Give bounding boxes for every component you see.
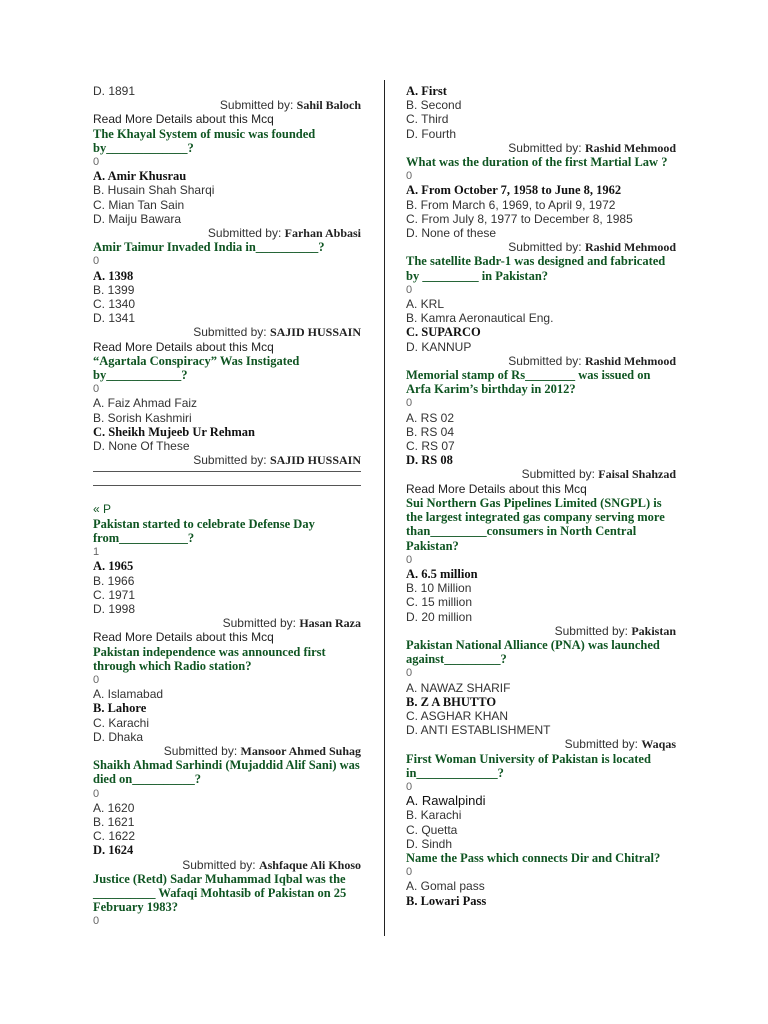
- correct-option: C. SUPARCO: [406, 325, 481, 340]
- answer-option: B. Karachi: [406, 808, 462, 823]
- column-divider: [384, 80, 385, 936]
- correct-option: D. 1624: [93, 843, 134, 858]
- answer-option: C. 1622: [93, 829, 136, 844]
- submitter-name: Rashid Mehmood: [584, 140, 676, 155]
- answer-option: B. 1621: [93, 814, 135, 829]
- submitted-by-label: Submitted by:: [521, 467, 595, 482]
- answer-option: D. Dhaka: [93, 729, 144, 744]
- submitted-by-label: Submitted by:: [182, 857, 256, 872]
- question-text: Name the Pass which connects Dir and Chitral?: [406, 850, 661, 865]
- answer-option: B. From March 6, 1969, to April 9, 1972: [406, 197, 616, 212]
- answer-option: D. ANTI ESTABLISHMENT: [406, 723, 551, 738]
- correct-option: A. 6.5 million: [406, 566, 478, 581]
- answer-count: 0: [93, 787, 100, 800]
- submitted-by: [93, 858, 361, 872]
- submitted-by: [93, 744, 361, 758]
- submitter-name: Mansoor Ahmed Suhag: [240, 743, 361, 758]
- answer-option: B. 10 Million: [406, 581, 472, 596]
- submitted-by: [406, 354, 676, 368]
- answer-option: B. 1966: [93, 573, 135, 588]
- answer-count: 0: [93, 255, 100, 268]
- submitter-name: Ashfaque Ali Khoso: [258, 857, 361, 872]
- answer-option: C. Karachi: [93, 715, 150, 730]
- answer-option: D. None of these: [406, 226, 497, 241]
- submitted-by: [93, 226, 361, 240]
- answer-option: D. Fourth: [406, 126, 457, 141]
- submitted-by: [406, 141, 676, 155]
- correct-option: B. Lahore: [93, 701, 147, 716]
- separator-line: [93, 471, 361, 472]
- answer-option: C. Third: [406, 112, 449, 127]
- answer-option: A. NAWAZ SHARIF: [406, 680, 511, 695]
- question-text: Pakistan independence was announced first through which Radio station?: [93, 644, 326, 673]
- submitted-by: [93, 98, 361, 112]
- correct-option: A. Amir Khusrau: [93, 169, 187, 184]
- submitted-by-label: Submitted by:: [193, 325, 267, 340]
- answer-option: C. 1340: [93, 297, 136, 312]
- submitted-by-label: Submitted by:: [564, 737, 638, 752]
- submitted-by-label: Submitted by:: [508, 240, 582, 255]
- submitter-name: SAJID HUSSAIN: [269, 453, 361, 468]
- submitter-name: Pakistan: [631, 623, 676, 638]
- answer-option: C. 15 million: [406, 595, 473, 610]
- correct-option: A. Rawalpindi: [406, 793, 486, 809]
- answer-option: C. Mian Tan Sain: [93, 197, 185, 212]
- answer-option: A. Islamabad: [93, 687, 164, 702]
- submitted-by-label: Submitted by:: [219, 98, 294, 113]
- answer-option: D. 1341: [93, 311, 136, 326]
- answer-count: 0: [406, 780, 413, 793]
- correct-option: C. Sheikh Mujeeb Ur Rehman: [93, 424, 255, 439]
- answer-count: 0: [406, 667, 413, 680]
- submitter-name: SAJID HUSSAIN: [269, 325, 361, 340]
- correct-option: D. RS 08: [406, 453, 453, 468]
- answer-count: 0: [406, 283, 413, 296]
- question-text: Pakistan started to celebrate Defense Day from___________?: [93, 516, 315, 545]
- question-text: Sui Northern Gas Pipelines Limited (SNGPL) is the largest integrated gas company serving more than_________consumers in North Central Pakistan?: [406, 495, 665, 553]
- answer-option: A. Gomal pass: [406, 879, 485, 894]
- read-more-link[interactable]: Read More Details about this Mcq: [406, 481, 587, 496]
- answer-option: A. 1620: [93, 800, 135, 815]
- answer-option: A. RS 02: [406, 410, 455, 425]
- separator-line: [93, 485, 361, 486]
- correct-option: A. 1965: [93, 559, 134, 574]
- answer-option: B. Second: [406, 98, 462, 113]
- prev-page-link[interactable]: « P: [93, 502, 112, 517]
- submitter-name: Hasan Raza: [299, 616, 361, 631]
- answer-option: D. Maiju Bawara: [93, 211, 182, 226]
- answer-option: B. 1399: [93, 282, 135, 297]
- submitted-by-label: Submitted by:: [508, 140, 582, 155]
- correct-option: A. First: [406, 84, 447, 98]
- read-more-link[interactable]: Read More Details about this Mcq: [93, 339, 274, 354]
- read-more-link[interactable]: Read More Details about this Mcq: [93, 630, 274, 645]
- answer-option: C. ASGHAR KHAN: [406, 708, 509, 723]
- read-more-link[interactable]: Read More Details about this Mcq: [93, 112, 274, 127]
- answer-option: C. 1971: [93, 587, 136, 602]
- question-text: Pakistan National Alliance (PNA) was launched against_________?: [406, 637, 660, 667]
- answer-option: C. From July 8, 1977 to December 8, 1985: [406, 211, 633, 226]
- submitted-by-label: Submitted by:: [163, 743, 238, 758]
- answer-count: 0: [93, 673, 100, 686]
- answer-count: 0: [93, 915, 100, 928]
- answer-option: B. Sorish Kashmiri: [93, 410, 192, 425]
- answer-option: D. 20 million: [406, 609, 473, 624]
- answer-option: D. 1891: [93, 84, 136, 98]
- question-text: Amir Taimur Invaded India in__________?: [93, 240, 325, 255]
- answer-count: 0: [406, 866, 413, 879]
- question-text: Memorial stamp of Rs________ was issued on Arfa Karim’s birthday in 2012?: [406, 368, 651, 397]
- answer-option: A. Faiz Ahmad Faiz: [93, 396, 198, 411]
- answer-count: 0: [406, 397, 413, 410]
- submitted-by: [93, 616, 361, 630]
- answer-option: C. Quetta: [406, 822, 458, 837]
- answer-option: B. Husain Shah Sharqi: [93, 183, 215, 198]
- submitted-by: [406, 737, 676, 751]
- question-text: First Woman University of Pakistan is located in_____________?: [406, 751, 651, 780]
- submitted-by: [406, 624, 676, 638]
- answer-count: 0: [406, 170, 413, 183]
- right-column: [406, 84, 676, 908]
- submitted-by: [406, 240, 676, 254]
- submitted-by-label: Submitted by:: [193, 453, 267, 468]
- answer-option: D. None Of These: [93, 439, 190, 454]
- left-column: [93, 84, 361, 929]
- answer-count: 0: [93, 383, 100, 396]
- answer-option: B. RS 04: [406, 424, 455, 439]
- submitter-name: Faisal Shahzad: [598, 467, 676, 482]
- answer-count: 1: [93, 546, 100, 559]
- question-text: What was the duration of the first Martial Law ?: [406, 155, 668, 170]
- answer-option: B. Kamra Aeronautical Eng.: [406, 311, 554, 326]
- question-text: “Agartala Conspiracy” Was Instigated by____________?: [93, 353, 300, 383]
- answer-option: D. KANNUP: [406, 339, 472, 354]
- submitted-by: [406, 467, 676, 481]
- submitter-name: Rashid Mehmood: [584, 353, 676, 368]
- answer-count: 0: [93, 156, 100, 169]
- submitter-name: Farhan Abbasi: [284, 226, 361, 241]
- submitted-by-label: Submitted by:: [207, 226, 282, 241]
- answer-option: D. Sindh: [406, 836, 453, 851]
- question-text: The Khayal System of music was founded by_____________?: [93, 126, 316, 155]
- answer-option: D. 1998: [93, 601, 136, 616]
- correct-option: A. From October 7, 1958 to June 8, 1962: [406, 183, 622, 198]
- answer-count: 0: [406, 553, 413, 566]
- submitted-by-label: Submitted by:: [508, 353, 582, 368]
- submitter-name: Sahil Baloch: [296, 98, 361, 113]
- question-text: The satellite Badr-1 was designed and fabricated by _________ in Pakistan?: [406, 254, 666, 283]
- submitter-name: Waqas: [641, 737, 676, 752]
- correct-option: B. Lowari Pass: [406, 893, 487, 908]
- answer-option: C. RS 07: [406, 439, 455, 454]
- submitted-by: [93, 325, 361, 339]
- submitted-by-label: Submitted by:: [554, 623, 628, 638]
- correct-option: A. 1398: [93, 268, 134, 283]
- answer-option: A. KRL: [406, 297, 445, 312]
- question-text: Justice (Retd) Sadar Muhammad Iqbal was the __________ Wafaqi Mohtasib of Pakistan on 25 February 1983?: [93, 871, 347, 915]
- submitter-name: Rashid Mehmood: [584, 240, 676, 255]
- correct-option: B. Z A BHUTTO: [406, 694, 497, 709]
- question-text: Shaikh Ahmad Sarhindi (Mujaddid Alif Sani) was died on__________?: [93, 758, 360, 787]
- submitted-by-label: Submitted by:: [222, 616, 296, 631]
- submitted-by: [93, 453, 361, 467]
